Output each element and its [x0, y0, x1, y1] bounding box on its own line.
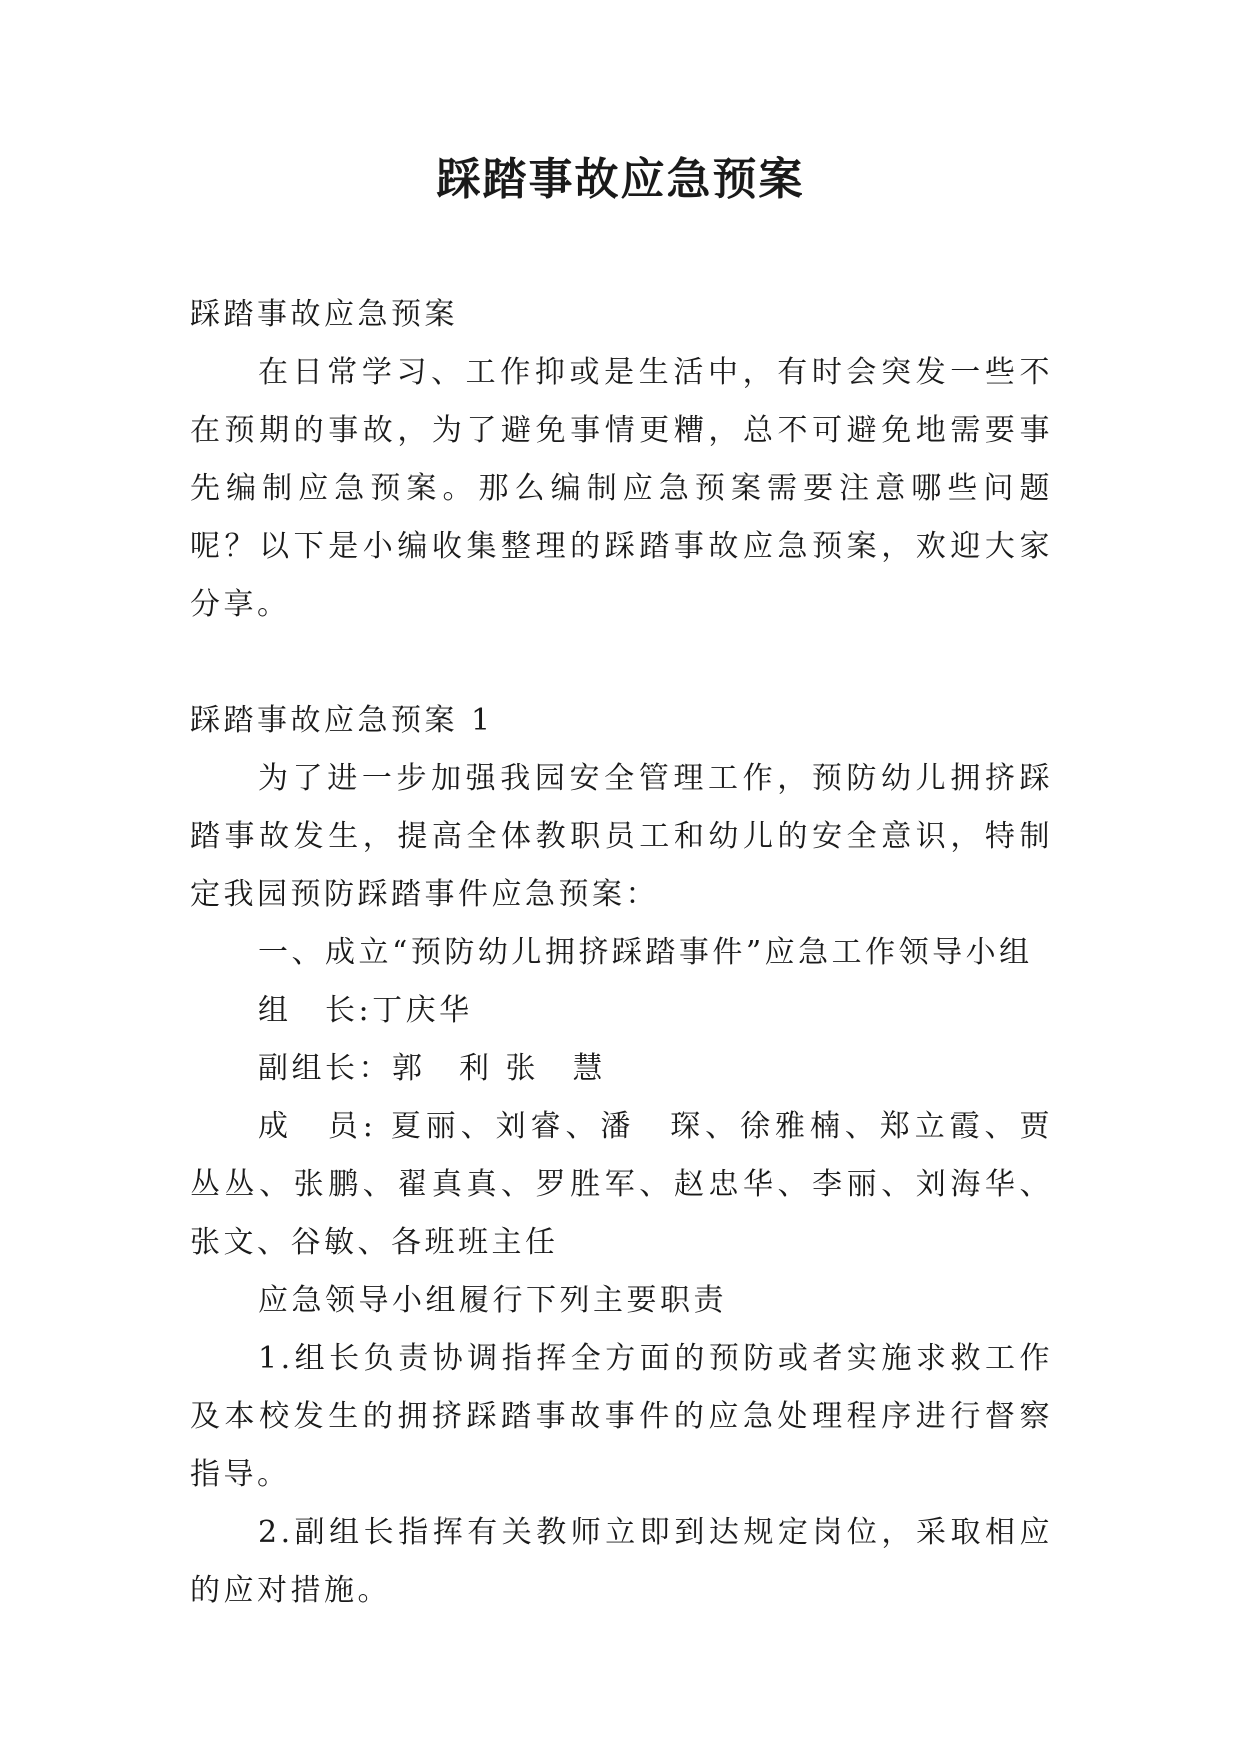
members-paragraph: 成 员: 夏丽、刘睿、潘 琛、徐雅楠、郑立霞、贾丛丛、张鹏、翟真真、罗胜军、赵忠华、李丽、刘海华、张文、谷敏、各班班主任 — [190, 1109, 1053, 1260]
section-heading: 踩踏事故应急预案 1 — [190, 703, 494, 738]
duties-heading: 应急领导小组履行下列主要职责 — [258, 1283, 727, 1318]
duty-item-1: 1.组长负责协调指挥全方面的预防或者实施求救工作及本校发生的拥挤踩踏事故事件的应急处理程序进行督察指导。 — [190, 1341, 1053, 1492]
subtitle-line: 踩踏事故应急预案 — [190, 297, 458, 332]
section-spacer — [190, 634, 1053, 692]
deputy-leader-line: 副组长：郭 利 张 慧 — [258, 1051, 607, 1086]
duty-item-2: 2.副组长指挥有关教师立即到达规定岗位，采取相应的应对措施。 — [190, 1515, 1053, 1608]
document-body — [190, 286, 1053, 1620]
document-title: 踩踏事故应急预案 — [436, 154, 805, 205]
group-heading: 一、成立“预防幼儿拥挤踩踏事件”应急工作领导小组 — [258, 935, 1033, 970]
leader-line: 组 长:丁庆华 — [258, 993, 473, 1028]
intro-paragraph: 在日常学习、工作抑或是生活中，有时会突发一些不在预期的事故，为了避免事情更糟，总不可避免地需要事先编制应急预案。那么编制应急预案需要注意哪些问题呢？以下是小编收集整理的踩踏事故应急预案，欢迎大家分享。 — [190, 355, 1053, 622]
purpose-paragraph: 为了进一步加强我园安全管理工作，预防幼儿拥挤踩踏事故发生，提高全体教职员工和幼儿的安全意识，特制定我园预防踩踏事件应急预案： — [190, 761, 1053, 912]
